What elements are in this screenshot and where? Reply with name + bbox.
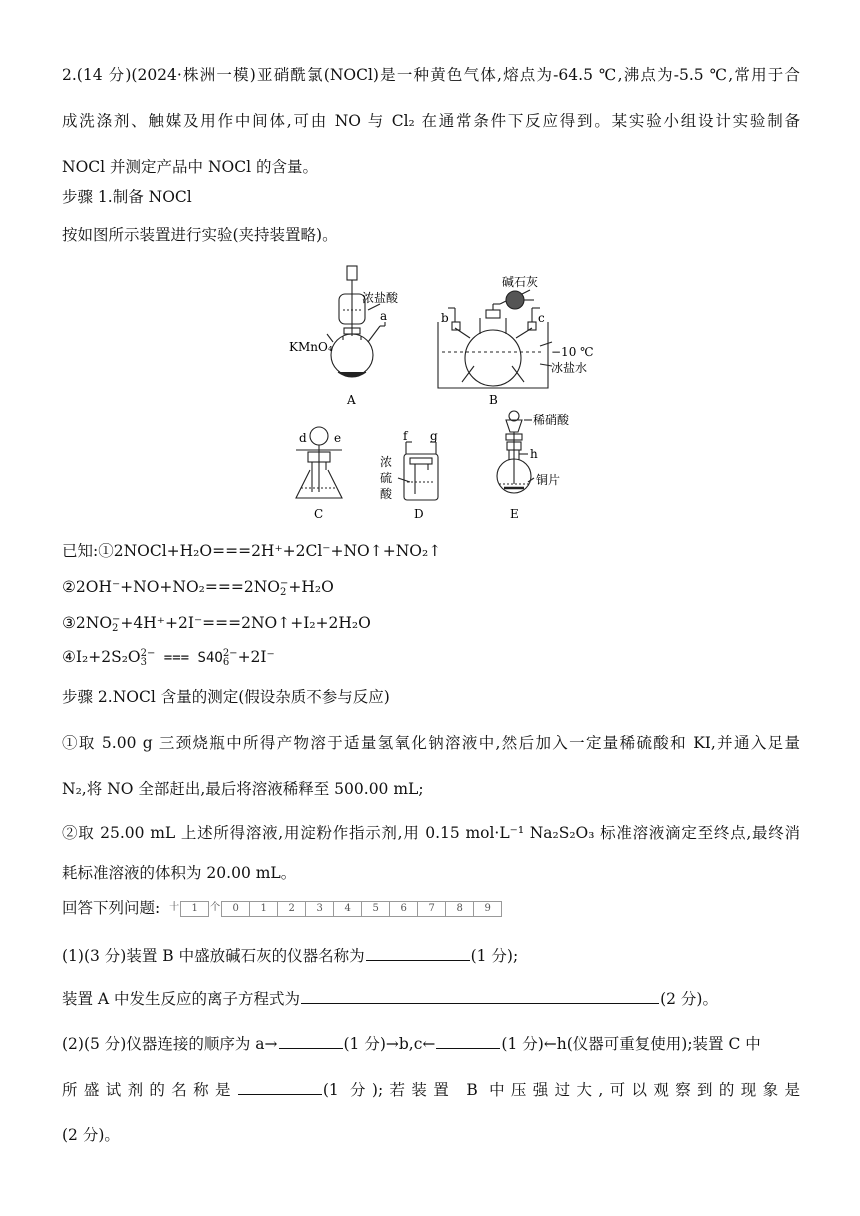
sub2-order-prompt: (2)(5 分)仪器连接的顺序为 a→ (62, 1035, 278, 1053)
equation-2-part2: +H₂O (288, 578, 334, 596)
equation-2-part1: ②2OH⁻+NO+NO₂===2NO (62, 578, 280, 596)
label-soda-lime: 碱石灰 (502, 275, 539, 289)
label-conc-h2so4-3: 酸 (380, 487, 393, 501)
label-kmno4: KMnO₄ (289, 340, 333, 354)
known-eq2 (62, 576, 334, 598)
question-header-line3: NOCl 并测定产品中 NOCl 的含量。 (62, 158, 318, 176)
box-digit-1[interactable]: 1 (249, 901, 278, 917)
label-port-f: f (403, 429, 408, 443)
box-digit-3[interactable]: 3 (305, 901, 334, 917)
step2-p2-line2: 耗标准溶液的体积为 20.00 mL。 (62, 864, 297, 882)
equation-4-part3: +2I⁻ (237, 648, 275, 666)
answer-blank-ionic-equation[interactable] (301, 987, 659, 1004)
sub2-line1 (62, 1032, 761, 1055)
known-eq1 (62, 540, 441, 562)
known-eq4 (62, 646, 275, 669)
sub1-score: (1 分); (470, 947, 519, 965)
answer-number-boxes (167, 901, 501, 917)
question-header-line1: 2.(14 分)(2024·株洲一模)亚硝酰氯(NOCl)是一种黄色气体,熔点为-64.5 ℃,沸点为-5.5 ℃,常用于合 (62, 66, 800, 84)
label-port-g: g (430, 429, 438, 443)
step1-title: 步骤 1.制备 NOCl (62, 188, 192, 206)
step1-description: 按如图所示装置进行实验(夹持装置略)。 (62, 226, 338, 244)
box-digit-9[interactable]: 9 (473, 901, 502, 917)
answer-blank-order-2[interactable] (436, 1032, 500, 1049)
sub1-equation-prompt: 装置 A 中发生反应的离子方程式为 (62, 990, 301, 1008)
equation-3-part2: +4H⁺+2I⁻===2NO↑+I₂+2H₂O (120, 614, 371, 632)
apparatus-b (438, 290, 552, 388)
step2-p1-line1: ①取 5.00 g 三颈烧瓶中所得产物溶于适量氢氧化钠溶液中,然后加入一定量稀硫酸和 KI,并通入足量 (62, 734, 800, 752)
sub2-order-mid: (1 分)→b,c← (343, 1035, 436, 1053)
answer-blank-instrument-name[interactable] (366, 944, 470, 961)
box-ten-digit[interactable]: 1 (180, 901, 209, 917)
sub2-reagent-prompt: 所盛试剂的名称是 (62, 1081, 237, 1099)
label-port-c: c (538, 311, 545, 325)
sub2-line3: (2 分)。 (62, 1126, 120, 1144)
label-apparatus-b: B (489, 393, 498, 407)
step2-p1-line2: N₂,将 NO 全部赶出,最后将溶液稀释至 500.00 mL; (62, 780, 424, 798)
label-conc-hcl: 浓盐酸 (362, 291, 399, 305)
equation-4-part1: ④I₂+2S₂O (62, 648, 141, 666)
label-port-e: e (334, 431, 342, 445)
step2-title: 步骤 2.NOCl 含量的测定(假设杂质不参与反应) (62, 688, 390, 706)
label-conc-h2so4-1: 浓 (380, 455, 393, 469)
label-temperature: −10 ℃ (551, 345, 594, 359)
label-port-b: b (441, 311, 449, 325)
known-intro: 已知: (62, 542, 99, 560)
label-dilute-hno3: 稀硝酸 (533, 413, 570, 427)
answer-blank-order-1[interactable] (279, 1032, 343, 1049)
nitrite-ion-charge: − 2 (279, 578, 289, 598)
sub1-prompt: (1)(3 分)装置 B 中盛放碱石灰的仪器名称为 (62, 947, 365, 965)
sub2-line2 (62, 1078, 800, 1101)
box-unit-label: 个 (210, 902, 221, 913)
apparatus-e (497, 411, 534, 493)
thiosulfate-charge: 2− 3 (140, 648, 156, 668)
sub2-order-end: (1 分)←h(仪器可重复使用);装置 C 中 (501, 1035, 761, 1053)
apparatus-d (398, 442, 438, 500)
label-apparatus-d: D (414, 507, 424, 521)
tetrathionate-charge: 2− 6 (222, 648, 238, 668)
known-eq3 (62, 612, 371, 634)
sub1-line2 (62, 987, 718, 1010)
answer-prompt: 回答下列问题: (62, 899, 161, 917)
label-port-a: a (380, 309, 388, 323)
apparatus-a (327, 266, 388, 377)
box-digit-5[interactable]: 5 (361, 901, 390, 917)
box-ten-label: 十 (169, 902, 180, 913)
equation-4-part2: === S4O (155, 650, 223, 666)
question-header-line2: 成洗涤剂、触媒及用作中间体,可由 NO 与 Cl₂ 在通常条件下反应得到。某实验小组设计实验制备 (62, 112, 800, 130)
box-digit-6[interactable]: 6 (389, 901, 418, 917)
label-apparatus-c: C (314, 507, 324, 521)
label-ice-salt-water: 冰盐水 (551, 361, 588, 375)
label-port-h: h (530, 447, 538, 461)
box-digit-2[interactable]: 2 (277, 901, 306, 917)
label-apparatus-e: E (510, 507, 519, 521)
answer-blank-reagent-name[interactable] (238, 1078, 322, 1095)
nitrite-ion-charge-2: − 2 (112, 614, 121, 634)
box-digit-4[interactable]: 4 (333, 901, 362, 917)
sub2-phenomenon-prompt: (1 分);若装置 B 中压强过大,可以观察到的现象是 (322, 1081, 800, 1099)
box-digit-8[interactable]: 8 (445, 901, 474, 917)
step2-p2-line1: ②取 25.00 mL 上述所得溶液,用淀粉作指示剂,用 0.15 mol·L⁻¹ Na₂S₂O₃ 标准溶液滴定至终点,最终消 (62, 824, 800, 842)
answer-prompt-row (62, 897, 501, 919)
sub1-equation-score: (2 分)。 (660, 990, 718, 1008)
equation-3-part1: ③2NO (62, 614, 113, 632)
label-conc-h2so4-2: 硫 (380, 471, 393, 485)
box-digit-7[interactable]: 7 (417, 901, 446, 917)
sub1-line1 (62, 944, 518, 967)
label-copper-sheet: 铜片 (536, 473, 561, 487)
label-apparatus-a: A (347, 393, 356, 407)
box-digit-0[interactable]: 0 (221, 901, 250, 917)
apparatus-figure (0, 256, 860, 536)
label-port-d: d (299, 431, 307, 445)
equation-1: ①2NOCl+H₂O===2H⁺+2Cl⁻+NO↑+NO₂↑ (98, 542, 442, 560)
